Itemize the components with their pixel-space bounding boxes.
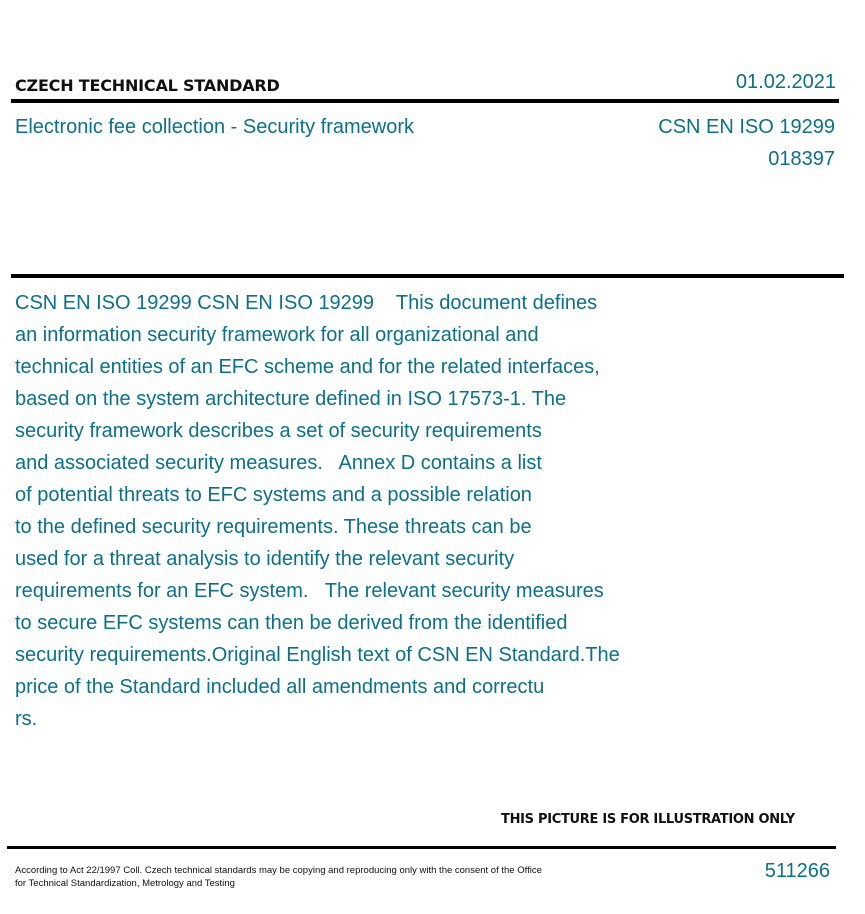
abstract-line: security framework describes a set of security requirements (15, 420, 542, 442)
abstract-line: CSN EN ISO 19299 CSN EN ISO 19299 This document defines (15, 292, 598, 314)
abstract-line: security requirements.Original English text of CSN EN Standard.The (15, 644, 620, 666)
abstract-line: price of the Standard included all amendments and correctu (15, 676, 545, 698)
legal-line: for Technical Standardization, Metrology and Testing (15, 878, 235, 889)
abstract-text (15, 287, 675, 735)
standard-number: CSN EN ISO 19299 (658, 116, 835, 138)
abstract-line: to the defined security requirements. These threats can be (15, 516, 532, 538)
abstract-line: of potential threats to EFC systems and a possible relation (15, 484, 532, 506)
abstract-line: used for a threat analysis to identify the relevant security (15, 548, 515, 570)
abstract-line: and associated security measures. Annex D contains a list (15, 452, 542, 474)
footer-divider (7, 846, 836, 849)
header-title: CZECH TECHNICAL STANDARD (15, 76, 280, 95)
abstract-line: to secure EFC systems can then be derived from the identified (15, 612, 568, 634)
abstract-line: an information security framework for all organizational and (15, 324, 539, 346)
legal-notice (15, 864, 585, 890)
abstract-line: based on the system architecture defined in ISO 17573-1. The (15, 388, 567, 410)
abstract-line: rs. (15, 708, 38, 730)
publication-date: 01.02.2021 (735, 71, 836, 93)
document-title: Electronic fee collection - Security framework (15, 116, 415, 138)
legal-line: According to Act 22/1997 Coll. Czech technical standards may be copying and reproducing only with the consent of the Office (15, 865, 542, 876)
catalog-number: 018397 (768, 148, 835, 170)
header-divider (11, 99, 839, 103)
footer-code: 511266 (764, 860, 830, 882)
illustration-note: THIS PICTURE IS FOR ILLUSTRATION ONLY (501, 812, 795, 827)
section-divider (11, 274, 844, 278)
abstract-line: requirements for an EFC system. The relevant security measures (15, 580, 604, 602)
abstract-line: technical entities of an EFC scheme and for the related interfaces, (15, 356, 600, 378)
